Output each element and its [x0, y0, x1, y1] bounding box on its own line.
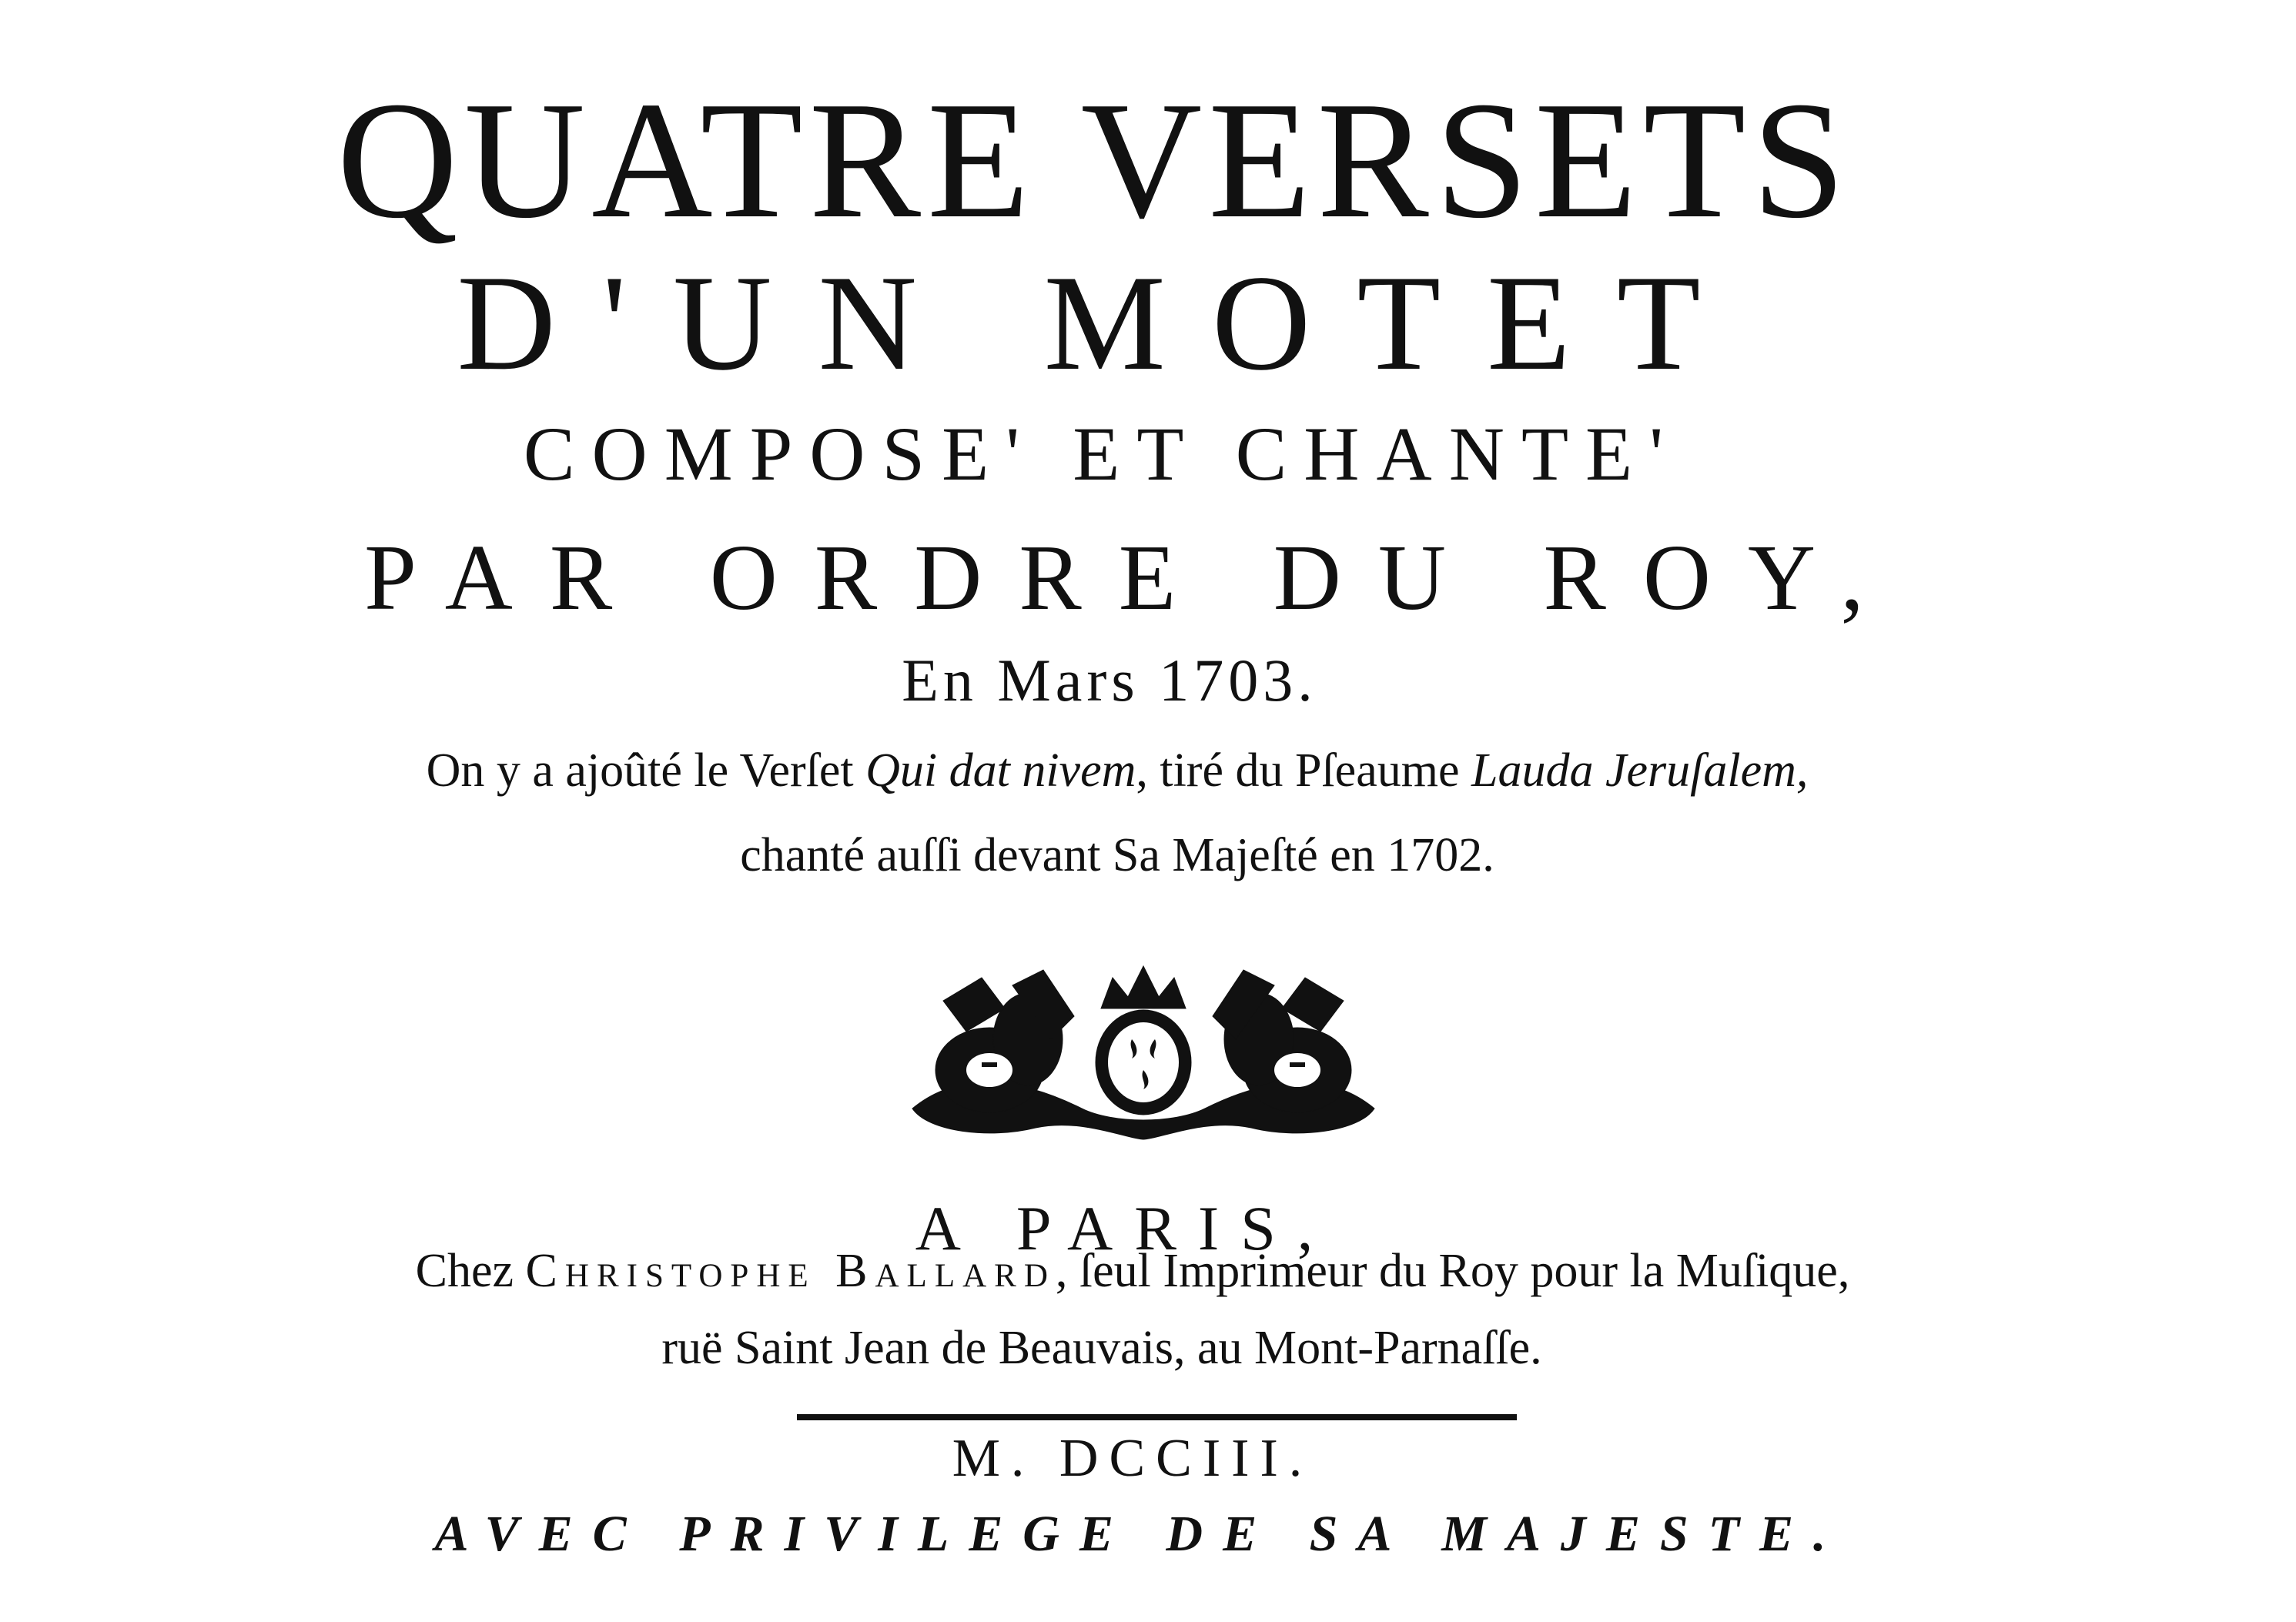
imprint-address: ruë Saint Jean de Beauvais, au Mont-Parnaſſe. [661, 1322, 1542, 1374]
horizontal-rule [797, 1414, 1517, 1420]
addition-text-2: , tiré du Pſeaume [1136, 744, 1471, 797]
imprint-year: M. DCCIII. [952, 1429, 1314, 1488]
title-line-3: COMPOSE' ET CHANTE' [523, 411, 1681, 497]
title-line-2: D'UN MOTET [457, 246, 1747, 399]
addition-text-1: On y a ajoûté le Verſet [426, 744, 866, 797]
privilege-line: AVEC PRIVILEGE DE SA MAJESTE. [434, 1506, 1846, 1562]
publisher-suffix: , ſeul Imprimeur du Roy pour la Muſique, [1055, 1245, 1850, 1297]
psalm-title: Lauda Jeruſalem, [1471, 744, 1809, 797]
addition-line-2: chanté auſſi devant Sa Majeſté en 1702. [740, 829, 1494, 881]
date-line: En Mars 1703. [902, 647, 1317, 714]
addition-line-1 [0, 744, 2265, 797]
publisher-prefix: Chez [415, 1245, 526, 1297]
imprint-city: A PARIS, [915, 1193, 1335, 1263]
imprint-publisher [0, 1247, 2281, 1295]
title-line-4: PAR ORDRE DU ROY, [364, 526, 1901, 630]
title-line-1: QUATRE VERSETS [336, 68, 1852, 253]
royal-arms-vignette [897, 955, 1390, 1143]
publisher-name: Christophe Ballard [525, 1245, 1056, 1297]
verse-title: Qui dat nivem [865, 744, 1136, 797]
